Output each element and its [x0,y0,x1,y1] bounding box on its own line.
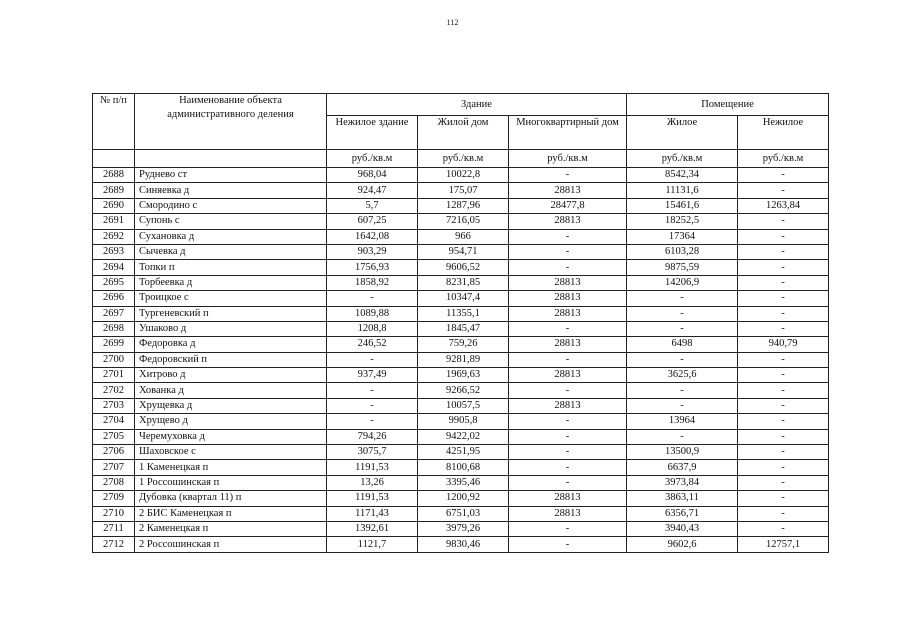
header-residential-house: Жилой дом [418,116,509,150]
nonresidential-premises-value: - [738,275,829,290]
table-row [93,429,829,444]
apartment-building-value: - [509,352,627,367]
row-number: 2697 [93,306,135,321]
apartment-building-value: 28813 [509,183,627,198]
residential-premises-value: 6103,28 [627,244,738,259]
table-row [93,214,829,229]
row-number: 2690 [93,198,135,213]
residential-house-value: 11355,1 [418,306,509,321]
apartment-building-value: - [509,260,627,275]
residential-premises-value: 3863,11 [627,491,738,506]
residential-premises-value: 3625,6 [627,368,738,383]
residential-house-value: 954,71 [418,244,509,259]
table-row [93,183,829,198]
apartment-building-value: 28813 [509,506,627,521]
residential-premises-value: 13964 [627,414,738,429]
nonresidential-building-value: 1191,53 [327,491,418,506]
page-number: 112 [446,18,459,27]
nonresidential-building-value: 1756,93 [327,260,418,275]
nonresidential-premises-value: - [738,244,829,259]
residential-premises-value: 18252,5 [627,214,738,229]
nonresidential-premises-value: - [738,214,829,229]
row-number: 2707 [93,460,135,475]
table-row [93,521,829,536]
table-row [93,321,829,336]
object-name: Федоровский п [135,352,327,367]
residential-premises-value: - [627,398,738,413]
residential-house-value: 10347,4 [418,291,509,306]
table-body [93,168,829,553]
object-name: Топки п [135,260,327,275]
residential-house-value: 1845,47 [418,321,509,336]
apartment-building-value: - [509,460,627,475]
object-name: Дубовка (квартал 11) п [135,491,327,506]
header-unit: руб./кв.м [418,150,509,168]
table-row [93,306,829,321]
nonresidential-building-value: 968,04 [327,168,418,183]
nonresidential-premises-value: - [738,291,829,306]
object-name: 2 БИС Каменецкая п [135,506,327,521]
row-number: 2704 [93,414,135,429]
apartment-building-value: - [509,475,627,490]
object-name: Ушаково д [135,321,327,336]
row-number: 2692 [93,229,135,244]
nonresidential-building-value: 13,26 [327,475,418,490]
object-name: Супонь с [135,214,327,229]
header-unit: руб./кв.м [327,150,418,168]
row-number: 2691 [93,214,135,229]
residential-premises-value: - [627,429,738,444]
nonresidential-premises-value: - [738,506,829,521]
row-number: 2711 [93,521,135,536]
nonresidential-building-value: 1121,7 [327,537,418,552]
object-name: Смородино с [135,198,327,213]
residential-premises-value: - [627,383,738,398]
residential-premises-value: 6356,71 [627,506,738,521]
residential-house-value: 10057,5 [418,398,509,413]
residential-house-value: 6751,03 [418,506,509,521]
table-row [93,198,829,213]
row-number: 2689 [93,183,135,198]
apartment-building-value: - [509,168,627,183]
nonresidential-building-value: 937,49 [327,368,418,383]
object-name: Шаховское с [135,445,327,460]
nonresidential-building-value: 1642,08 [327,229,418,244]
object-name: 2 Россошинская п [135,537,327,552]
header-premises: Помещение [627,94,829,116]
object-name: Сухановка д [135,229,327,244]
header-unit-empty-1 [93,150,135,168]
residential-house-value: 3979,26 [418,521,509,536]
apartment-building-value: 28813 [509,337,627,352]
nonresidential-building-value: - [327,352,418,367]
residential-premises-value: - [627,291,738,306]
nonresidential-premises-value: - [738,183,829,198]
table-row [93,491,829,506]
residential-premises-value: - [627,321,738,336]
table-row [93,244,829,259]
nonresidential-premises-value: - [738,383,829,398]
row-number: 2705 [93,429,135,444]
header-num: № п/п [93,94,135,150]
object-name: Тургеневский п [135,306,327,321]
header-unit: руб./кв.м [738,150,829,168]
nonresidential-premises-value: - [738,521,829,536]
nonresidential-building-value: 1858,92 [327,275,418,290]
table-row [93,352,829,367]
header-nonresidential-premises: Нежилое [738,116,829,150]
row-number: 2701 [93,368,135,383]
residential-house-value: 1200,92 [418,491,509,506]
object-name: Торбеевка д [135,275,327,290]
nonresidential-premises-value: 940,79 [738,337,829,352]
object-name: 1 Каменецкая п [135,460,327,475]
residential-house-value: 966 [418,229,509,244]
row-number: 2693 [93,244,135,259]
nonresidential-building-value: - [327,291,418,306]
table-row [93,537,829,552]
table-row [93,368,829,383]
residential-house-value: 9281,89 [418,352,509,367]
residential-premises-value: 14206,9 [627,275,738,290]
residential-house-value: 1969,63 [418,368,509,383]
row-number: 2695 [93,275,135,290]
table-row [93,275,829,290]
residential-house-value: 759,26 [418,337,509,352]
nonresidential-building-value: 794,26 [327,429,418,444]
nonresidential-building-value: 1208,8 [327,321,418,336]
tariff-table [92,93,829,553]
nonresidential-premises-value: - [738,321,829,336]
row-number: 2698 [93,321,135,336]
apartment-building-value: - [509,429,627,444]
nonresidential-building-value: 5,7 [327,198,418,213]
nonresidential-building-value: 1089,88 [327,306,418,321]
object-name: Руднево ст [135,168,327,183]
table-row [93,168,829,183]
nonresidential-building-value: - [327,414,418,429]
residential-house-value: 10022,8 [418,168,509,183]
nonresidential-building-value: 1392,61 [327,521,418,536]
nonresidential-premises-value: - [738,398,829,413]
row-number: 2700 [93,352,135,367]
apartment-building-value: - [509,537,627,552]
nonresidential-building-value: 1191,53 [327,460,418,475]
table-row [93,460,829,475]
apartment-building-value: 28813 [509,306,627,321]
table-row [93,506,829,521]
residential-premises-value: 3973,84 [627,475,738,490]
residential-premises-value: - [627,306,738,321]
nonresidential-building-value: 903,29 [327,244,418,259]
residential-premises-value: 6637,9 [627,460,738,475]
table-row [93,475,829,490]
residential-house-value: 8100,68 [418,460,509,475]
row-number: 2688 [93,168,135,183]
row-number: 2703 [93,398,135,413]
nonresidential-premises-value: - [738,229,829,244]
nonresidential-premises-value: - [738,306,829,321]
nonresidential-building-value: - [327,398,418,413]
object-name: Черемуховка д [135,429,327,444]
row-number: 2702 [93,383,135,398]
residential-premises-value: 15461,6 [627,198,738,213]
residential-premises-value: 13500,9 [627,445,738,460]
row-number: 2694 [93,260,135,275]
residential-premises-value: 3940,43 [627,521,738,536]
residential-premises-value: 11131,6 [627,183,738,198]
apartment-building-value: 28813 [509,398,627,413]
apartment-building-value: 28813 [509,291,627,306]
row-number: 2699 [93,337,135,352]
apartment-building-value: - [509,383,627,398]
row-number: 2709 [93,491,135,506]
header-apartment-building: Многоквартирный дом [509,116,627,150]
row-number: 2708 [93,475,135,490]
nonresidential-building-value: 924,47 [327,183,418,198]
object-name: Хрущевка д [135,398,327,413]
apartment-building-value: - [509,244,627,259]
nonresidential-premises-value: - [738,429,829,444]
nonresidential-premises-value: 1263,84 [738,198,829,213]
residential-premises-value: 17364 [627,229,738,244]
residential-premises-value: 6498 [627,337,738,352]
row-number: 2712 [93,537,135,552]
apartment-building-value: 28477,8 [509,198,627,213]
header-unit: руб./кв.м [509,150,627,168]
object-name: Федоровка д [135,337,327,352]
nonresidential-premises-value: 12757,1 [738,537,829,552]
object-name: 1 Россошинская п [135,475,327,490]
residential-house-value: 7216,05 [418,214,509,229]
apartment-building-value: - [509,321,627,336]
residential-house-value: 9606,52 [418,260,509,275]
row-number: 2706 [93,445,135,460]
residential-house-value: 175,07 [418,183,509,198]
table-row [93,383,829,398]
residential-house-value: 4251,95 [418,445,509,460]
apartment-building-value: - [509,229,627,244]
nonresidential-premises-value: - [738,352,829,367]
object-name: 2 Каменецкая п [135,521,327,536]
residential-house-value: 9422,02 [418,429,509,444]
apartment-building-value: - [509,521,627,536]
residential-house-value: 9905,8 [418,414,509,429]
row-number: 2696 [93,291,135,306]
table-row [93,260,829,275]
apartment-building-value: - [509,414,627,429]
nonresidential-premises-value: - [738,414,829,429]
header-residential-premises: Жилое [627,116,738,150]
header-name: Наименование объекта административного деления [135,94,327,150]
residential-premises-value: 8542,34 [627,168,738,183]
residential-house-value: 3395,46 [418,475,509,490]
object-name: Хованка д [135,383,327,398]
table-row [93,445,829,460]
header-unit: руб./кв.м [627,150,738,168]
object-name: Хитрово д [135,368,327,383]
apartment-building-value: - [509,445,627,460]
nonresidential-building-value: 607,25 [327,214,418,229]
apartment-building-value: 28813 [509,214,627,229]
nonresidential-premises-value: - [738,445,829,460]
object-name: Троицкое с [135,291,327,306]
object-name: Сычевка д [135,244,327,259]
table-row [93,414,829,429]
residential-premises-value: - [627,352,738,367]
header-building: Здание [327,94,627,116]
nonresidential-premises-value: - [738,491,829,506]
residential-house-value: 9266,52 [418,383,509,398]
residential-house-value: 1287,96 [418,198,509,213]
nonresidential-premises-value: - [738,460,829,475]
nonresidential-building-value: 3075,7 [327,445,418,460]
residential-premises-value: 9602,6 [627,537,738,552]
table-row [93,337,829,352]
apartment-building-value: 28813 [509,275,627,290]
table-row [93,229,829,244]
table-row [93,291,829,306]
apartment-building-value: 28813 [509,368,627,383]
residential-premises-value: 9875,59 [627,260,738,275]
nonresidential-building-value: 246,52 [327,337,418,352]
nonresidential-premises-value: - [738,168,829,183]
nonresidential-building-value: - [327,383,418,398]
residential-house-value: 9830,46 [418,537,509,552]
object-name: Синяевка д [135,183,327,198]
table-row [93,398,829,413]
row-number: 2710 [93,506,135,521]
header-nonresidential-building: Нежилое здание [327,116,418,150]
header-unit-empty-2 [135,150,327,168]
nonresidential-building-value: 1171,43 [327,506,418,521]
object-name: Хрущево д [135,414,327,429]
nonresidential-premises-value: - [738,260,829,275]
apartment-building-value: 28813 [509,491,627,506]
nonresidential-premises-value: - [738,475,829,490]
residential-house-value: 8231,85 [418,275,509,290]
nonresidential-premises-value: - [738,368,829,383]
